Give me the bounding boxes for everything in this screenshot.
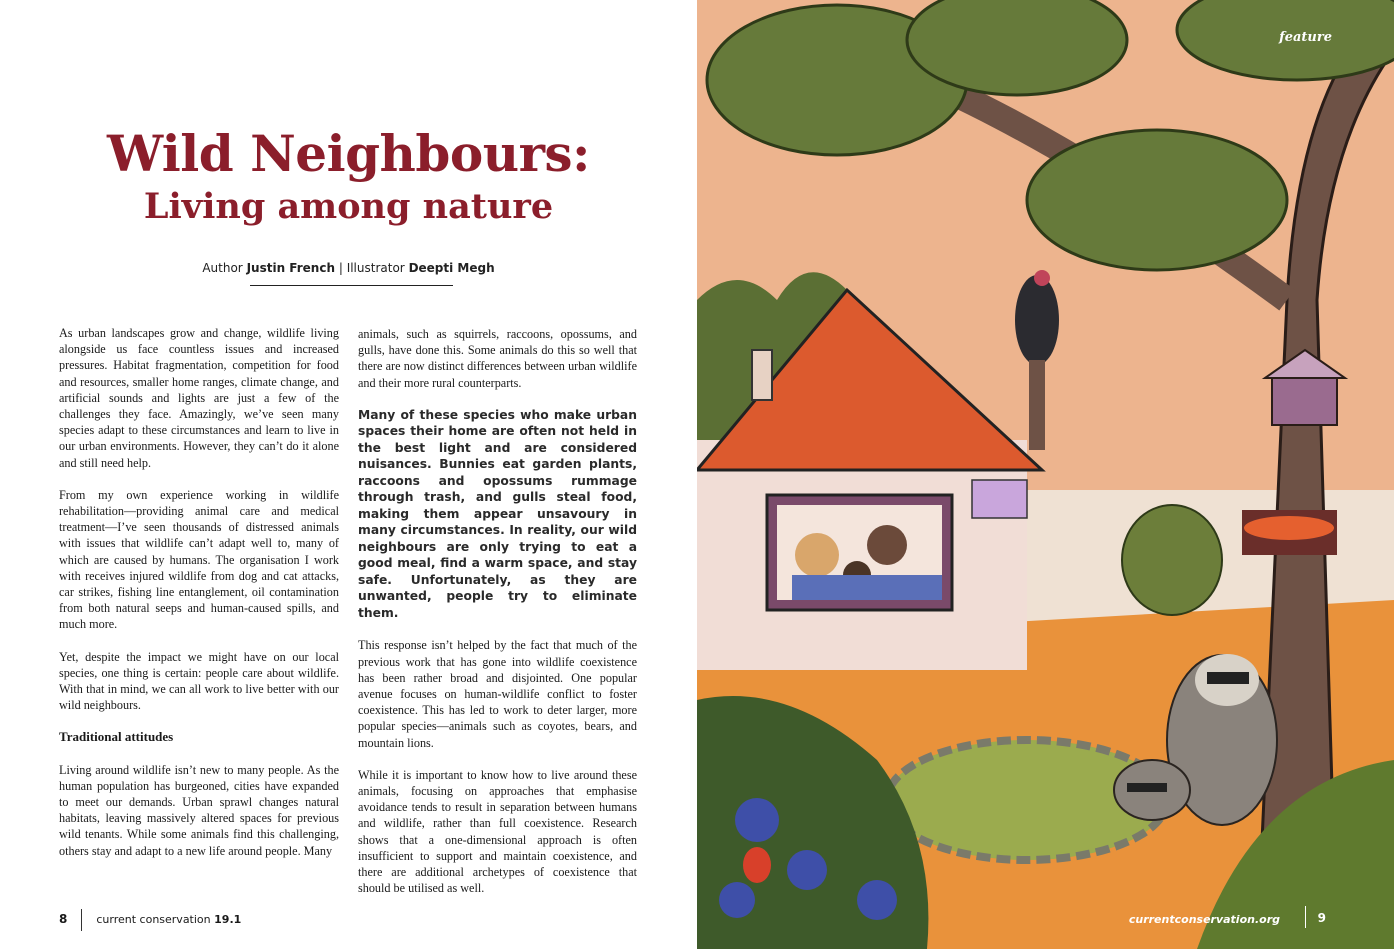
raccoon-baby-mask	[1127, 783, 1167, 792]
page-number: 8	[59, 912, 68, 926]
site-url[interactable]: currentconservation.org	[1128, 913, 1280, 926]
blue-flower	[735, 798, 779, 842]
paragraph: While it is important to know how to live around these animals, focusing on approaches that emphasise avoidance tends to result in separation between humans and wildlife, rather than full coexistence. Research shows that a one-dimensional approach is often insufficient to support and maintain coexistence, and there are additional archetypes of coexistence that should be utilised as well.	[358, 767, 637, 896]
paragraph: Yet, despite the impact we might have on our local species, one thing is certain: people care about wildlife. With that in mind, we can all work to live better with our wild neighbours.	[59, 649, 339, 713]
vulture-head	[1034, 270, 1050, 286]
blue-flower	[857, 880, 897, 920]
footer-divider-right	[1305, 906, 1306, 928]
tree-canopy	[1027, 130, 1287, 270]
byline-separator: |	[338, 261, 343, 275]
blue-flower	[787, 850, 827, 890]
footer-divider	[81, 909, 82, 931]
paragraph: animals, such as squirrels, raccoons, opossums, and gulls, have done this. Some animals do this so well that there are now distinct differences between urban wildlife and their more rural counterparts.	[358, 327, 637, 390]
paragraph: Living around wildlife isn’t new to many people. As the human population has burgeoned, cities have expanded to meet our demands. Urban sprawl changes natural habitats, leaving massively altered spaces for previous wild tenants. While some animals find this challenging, others stay and adapt to a new life around people. Many	[59, 762, 339, 858]
chimney	[752, 350, 772, 400]
birdhouse	[1272, 375, 1337, 425]
byline-divider	[250, 285, 453, 286]
text-column-2	[358, 326, 637, 912]
garden-illustration	[697, 0, 1394, 949]
family-clothes	[792, 575, 942, 600]
article-title: Wild Neighbours:	[106, 124, 591, 183]
magazine-name: current conservation	[96, 913, 211, 926]
illustrator-name: Deepti Megh	[408, 261, 495, 275]
author-name: Justin French	[246, 261, 335, 275]
raccoon-mask	[1207, 672, 1249, 684]
blue-flower	[719, 882, 755, 918]
pull-quote: Many of these species who make urban spaces their home are often not held in the best light and are considered nuisances. Bunnies eat garden plants, raccoons and opossums rummage through trash, and gulls steal food, making them appear unsavoury in many circumstances. In reality, our wild neighbours are only trying to eat a good meal, find a warm space, and stay safe. Unfortunately, as they are unwanted, people try to eliminate them.	[358, 407, 637, 620]
paragraph: This response isn’t helped by the fact that much of the previous work that has gone into wildlife coexistence has been rather broad and disjointed. One popular avenue focuses on human-wildlife conflict to foster coexistence. This has led to work to deter larger, more popular species—animals such as coyotes, bears, and mountain lions.	[358, 638, 637, 750]
text-column-1	[59, 325, 339, 875]
bird-bath	[1244, 516, 1334, 540]
author-label: Author	[202, 261, 243, 275]
person-man	[867, 525, 907, 565]
round-shrub	[1122, 505, 1222, 615]
vulture	[1015, 275, 1059, 365]
person-woman	[795, 533, 839, 577]
tree-canopy	[907, 0, 1127, 95]
no-trash-sign	[972, 480, 1027, 518]
paragraph: As urban landscapes grow and change, wildlife living alongside us face countless issues and increased pressures. Habitat fragmentation, competition for food and resources, smaller home ranges, climate change, and artificial sounds and lights are just a few of the challenges they face. Amazingly, we’ve seen many species adapt to these circumstances and learn to live in our urban environments. However, they can’t do it alone and still need help.	[59, 326, 339, 470]
issue-number: 19.1	[214, 913, 242, 926]
page-number-right: 9	[1317, 911, 1326, 925]
article-subtitle: Living among nature	[143, 186, 554, 227]
section-tag: feature	[1279, 30, 1332, 45]
byline	[0, 261, 697, 275]
left-footer	[59, 909, 241, 931]
fence-post	[1029, 360, 1045, 450]
cardinal-bird	[743, 847, 771, 883]
right-page-illustration	[697, 0, 1394, 949]
paragraph: From my own experience working in wildlife rehabilitation—providing animal care and medical treatment—I’ve seen thousands of distressed animals with issues that wildlife can’t adapt well to, many of which are caused by humans. The organisation I work with receives injured wildlife from dog and cat attacks, car strikes, fishing line entanglement, oil contamination from both natural seeps and human-caused spills, and much more.	[59, 487, 339, 632]
illustrator-label: Illustrator	[346, 261, 405, 275]
section-heading: Traditional attitudes	[59, 729, 174, 745]
